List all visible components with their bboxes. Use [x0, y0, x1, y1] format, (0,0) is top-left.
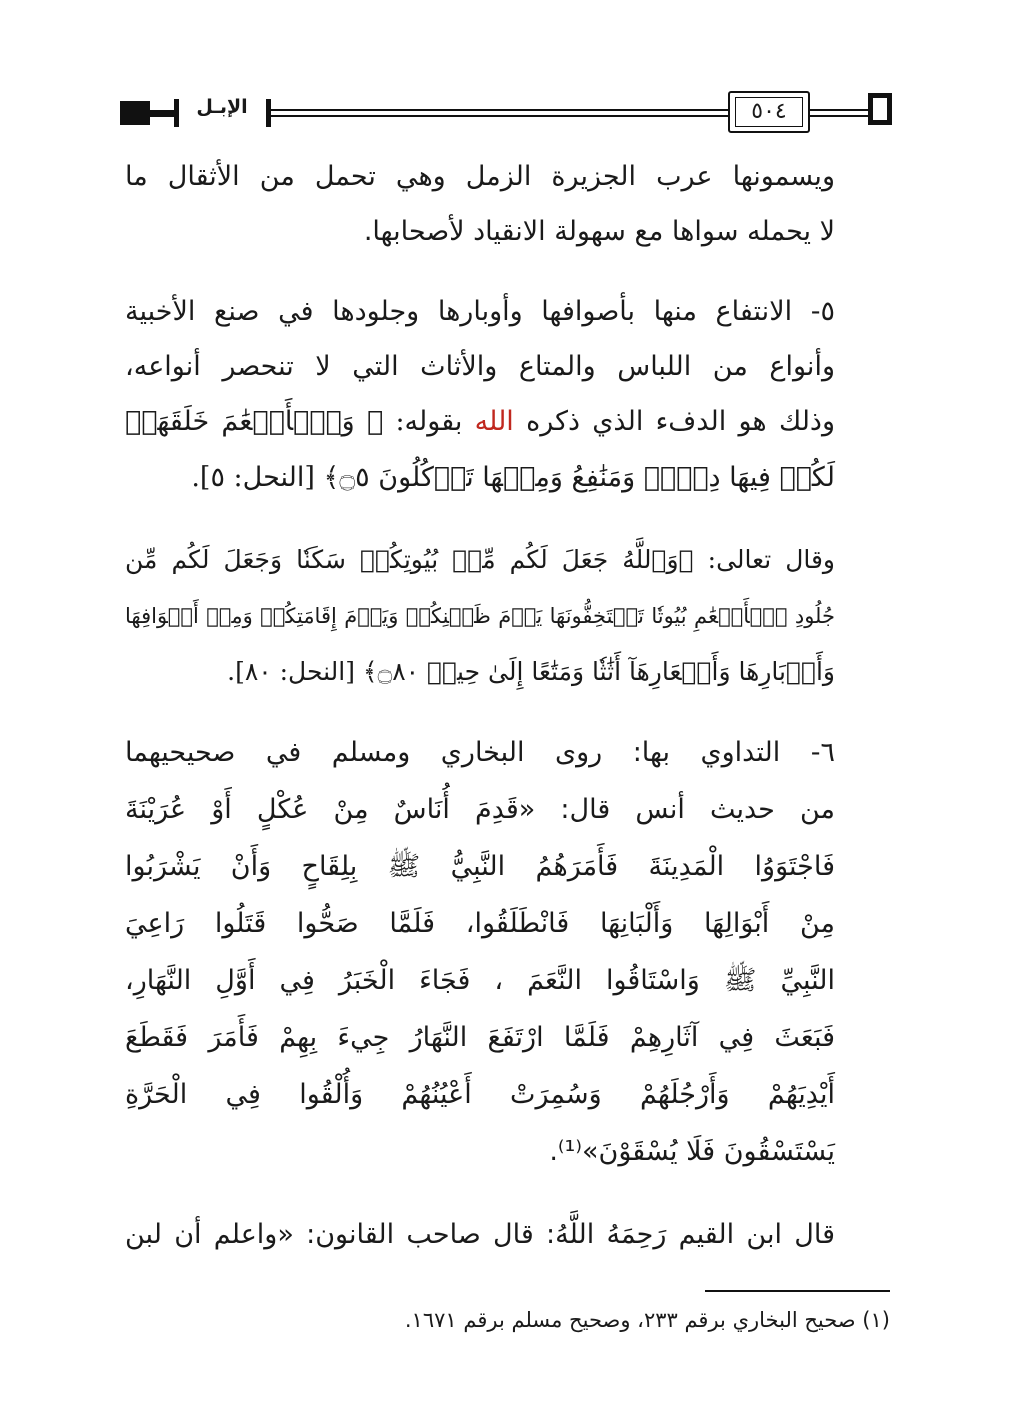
- page-number-box: [728, 91, 810, 133]
- quran-verse-line: لَكُمۡ فِيهَا دِفۡءٞ وَمَنَٰفِعُ وَمِنۡهَا تَأۡكُلُونَ ۝٥﴾ [النحل: ٥].: [191, 462, 835, 493]
- hadith-line: مِنْ أَبْوَالِهَا وَأَلْبَانِهَا فَانْطَلَقُوا، فَلَمَّا صَحُّوا قَتَلُوا رَاعِيَ: [125, 908, 835, 939]
- header-right-rule-lower: [810, 115, 868, 117]
- hadith-line: فَبَعَثَ فِي آثَارِهِمْ فَلَمَّا ارْتَفَعَ النَّهَارُ جِيءَ بِهِمْ فَأَمَرَ فَقَطَعَ: [125, 1022, 835, 1053]
- quran-verse-fragment: بقوله: ﴿ وَٱلۡأَنۡعَٰمَ خَلَقَهَاۗ: [125, 406, 475, 437]
- quran-verse-line: جُلُودِ ٱلۡأَنۡعَٰمِ بُيُوتٗا تَسۡتَخِفُّونَهَا يَوۡمَ ظَعۡنِكُمۡ وَيَوۡمَ إِقَامَتِكُمۡ وَمِنۡ أَصۡوَافِهَا: [125, 604, 835, 628]
- divine-name: الله: [474, 406, 514, 437]
- text-line: ٦- التداوي بها: روى البخاري ومسلم في صحيحيهما: [125, 737, 835, 768]
- hadith-line: من حديث أنس قال: «قَدِمَ أُنَاسٌ مِنْ عُكْلٍ أَوْ عُرَيْنَةَ: [125, 794, 835, 825]
- header-left-block: [120, 101, 150, 125]
- quran-verse-line: وقال تعالى: ﴿وَٱللَّهُ جَعَلَ لَكُم مِّنۢ بُيُوتِكُمۡ سَكَنٗا وَجَعَلَ لَكُم مِّن: [125, 545, 835, 574]
- header-right-rule: [810, 109, 868, 111]
- header-long-rule: [271, 109, 728, 111]
- header-left-bar: [174, 99, 179, 127]
- hadith-line: أَيْدِيَهُمْ وَأَرْجُلَهُمْ وَسُمِرَتْ أَعْيُنُهُمْ وَأُلْقُوا فِي الْحَرَّةِ: [125, 1079, 835, 1110]
- text-line: قال ابن القيم رَحِمَهُ اللَّهُ: قال صاحب القانون: «واعلم أن لبن: [125, 1219, 835, 1250]
- page-number: ٥٠٤: [751, 99, 787, 124]
- quran-verse-line: وَأَوۡبَارِهَا وَأَشۡعَارِهَآ أَثَٰثٗا وَمَتَٰعًا إِلَىٰ حِينٖ ۝٨٠﴾ [النحل: ٨٠].: [227, 657, 835, 686]
- header-long-rule-lower: [271, 115, 728, 117]
- header-title: الإبـل: [196, 96, 248, 118]
- text-line: ويسمونها عرب الجزيرة الزمل وهي تحمل من الأثقال ما: [125, 161, 835, 192]
- hadith-line: النَّبِيِّ ﷺ وَاسْتَاقُوا النَّعَمَ ، فَجَاءَ الْخَبَرُ فِي أَوَّلِ النَّهَارِ،: [125, 965, 835, 996]
- hadith-line: يَسْتَسْقُونَ فَلَا يُسْقَوْنَ»⁽¹⁾.: [549, 1136, 835, 1167]
- text-line-with-highlight: [125, 402, 835, 444]
- hadith-line: فَاجْتَوَوُا الْمَدِينَةَ فَأَمَرَهُمُ النَّبِيُّ ﷺ بِلِقَاحٍ وَأَنْ يَشْرَبُوا: [125, 851, 835, 882]
- text-line: وأنواع من اللباس والمتاع والأثاث التي لا تنحصر أنواعه،: [125, 351, 835, 382]
- footnote: (١) صحيح البخاري برقم ٢٣٣، وصحيح مسلم برقم ١٦٧١.: [404, 1308, 890, 1332]
- header-mid-bar: [266, 99, 271, 127]
- page-header: [120, 88, 895, 142]
- text-fragment: وذلك هو الدفء الذي ذكره: [513, 406, 835, 437]
- text-line: لا يحمله سواها مع سهولة الانقياد لأصحابها.: [363, 216, 835, 247]
- header-corner-square: [868, 93, 892, 125]
- footnote-separator: [705, 1290, 890, 1292]
- text-line: ٥- الانتفاع منها بأصوافها وأوبارها وجلودها في صنع الأخبية: [125, 296, 835, 327]
